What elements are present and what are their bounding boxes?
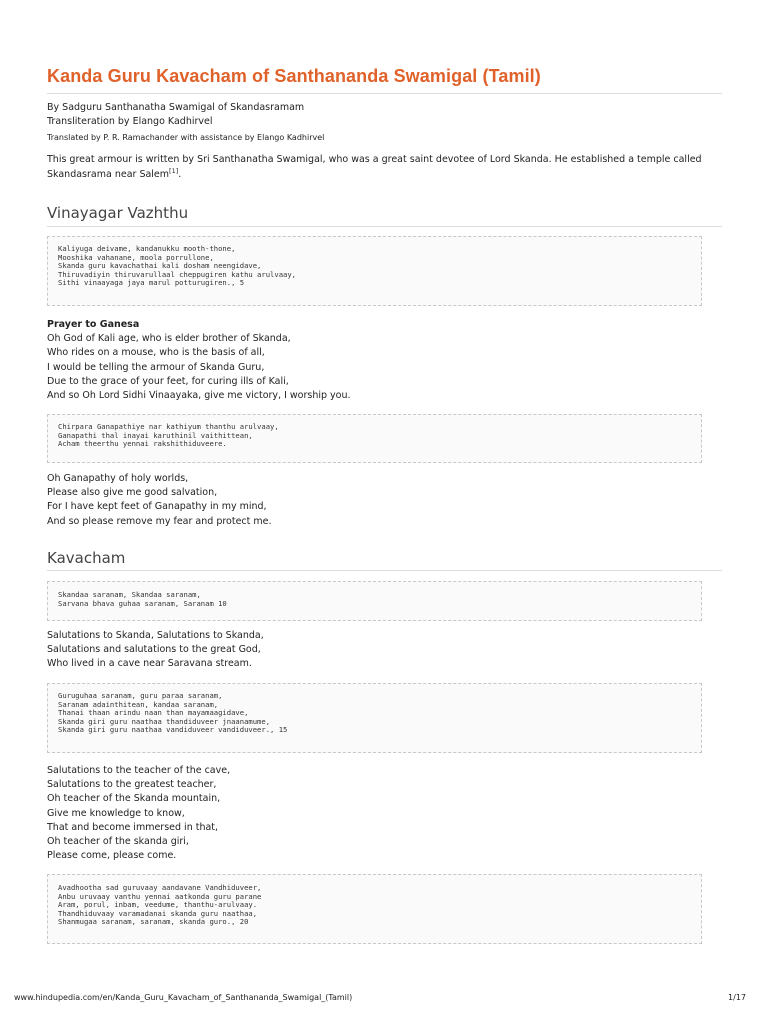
translation-line: Oh teacher of the Skanda mountain,	[47, 793, 221, 805]
verse-line: Skandaa saranam, Skandaa saranam,	[58, 590, 201, 599]
translation-line: Oh teacher of the skanda giri,	[47, 836, 189, 848]
verse-line: Thanai thaan arindu naan than mayamaagidave,	[58, 708, 249, 718]
transliteration-line: Transliteration by Elango Kadhirvel	[47, 116, 213, 127]
verse-line: Acham theerthu yennai rakshithiduveere.	[58, 439, 227, 449]
author-line: By Sadguru Santhanatha Swamigal of Skandasramam	[47, 102, 305, 113]
verse-line: Mooshika vahanane, moola porrullone,	[58, 252, 214, 262]
translation-heading: Prayer to Ganesa	[47, 319, 140, 330]
verse-line: Anbu uruvaay vanthu yennai aatkonda guru parane	[58, 891, 262, 901]
verse-block	[47, 581, 702, 621]
footer-url[interactable]: www.hindupedia.com/en/Kanda_Guru_Kavacham_of_Santhananda_Swamigal_(Tamil)	[14, 993, 353, 1002]
reference-link[interactable]: [1]	[169, 166, 179, 175]
translation-line: Due to the grace of your feet, for curing ills of Kali,	[47, 375, 289, 387]
section-heading-kavacham: Kavacham	[47, 549, 126, 567]
verse-line: Skanda giri guru naathaa vandiduveer vandiduveer., 15	[58, 725, 288, 735]
translation-credit: Translated by P. R. Ramachander with assistance by Elango Kadhirvel	[47, 133, 325, 142]
verse-block	[47, 414, 702, 463]
verse-line: Chirpara Ganapathiye nar kathiyum thanthu arulvaay,	[58, 422, 279, 431]
verse-line: Thandhiduvaay varamadanai skanda guru naathaa,	[58, 908, 258, 918]
title-divider	[47, 93, 722, 94]
translation-line: Please come, please come.	[47, 850, 177, 862]
page-number: 1/17	[728, 993, 746, 1002]
translation-block	[47, 764, 722, 863]
section-divider	[47, 570, 722, 571]
section-heading-vinayagar: Vinayagar Vazhthu	[47, 204, 189, 222]
translation-line: Salutations and salutations to the great God,	[47, 644, 261, 656]
translation-line: And so please remove my fear and protect me.	[47, 515, 272, 527]
verse-line: Aram, porul, inbam, veedume, thanthu-arulvaay.	[58, 900, 258, 910]
translation-line: Please also give me good salvation,	[47, 487, 218, 499]
verse-line: Skanda guru kavachathai kali dosham neengidave,	[58, 261, 262, 271]
verse-block	[47, 683, 702, 753]
verse-line: Shanmugaa saranam, saranam, skanda guro., 20	[58, 917, 249, 927]
verse-line: Skanda giri guru naathaa thandiduveer jnaanamume,	[58, 716, 271, 726]
intro-end: .	[178, 168, 182, 180]
verse-line: Thiruvadiyin thiruvarullaal cheppugiren kathu arulvaay,	[58, 269, 296, 279]
verse-line: Avadhootha sad guruvaay aandavane Vandhiduveer,	[58, 883, 262, 892]
verse-line: Saranam adainthitean, kandaa saranam,	[58, 699, 219, 709]
translation-line: Oh Ganapathy of holy worlds,	[47, 473, 189, 484]
verse-line: Guruguhaa saranam, guru paraa saranam,	[58, 691, 223, 700]
translation-block	[47, 629, 722, 672]
translation-line: For I have kept feet of Ganapathy in my mind,	[47, 501, 267, 513]
translation-line: Oh God of Kali age, who is elder brother of Skanda,	[47, 333, 291, 345]
translation-line: That and become immersed in that,	[47, 821, 219, 833]
verse-block	[47, 874, 702, 944]
intro-paragraph	[47, 153, 722, 182]
intro-text: This great armour is written by Sri Santhanatha Swamigal, who was a great saint devotee of Lord Skanda. He established a temple called Skandasrama near Salem	[47, 154, 702, 180]
verse-block	[47, 236, 702, 306]
verse-line: Ganapathi thal inayai karuthinil vaithittean,	[58, 430, 253, 440]
translation-block	[47, 472, 722, 529]
translation-line: Salutations to the teacher of the cave,	[47, 765, 231, 776]
translation-line: Salutations to Skanda, Salutations to Skanda,	[47, 630, 264, 641]
translation-line: Who lived in a cave near Saravana stream.	[47, 658, 252, 670]
section-divider	[47, 226, 722, 227]
translation-line: Give me knowledge to know,	[47, 807, 185, 819]
verse-line: Sithi vinaayaga jaya marul potturugiren., 5	[58, 278, 245, 288]
translation-line: Who rides on a mouse, who is the basis of all,	[47, 347, 265, 359]
verse-line: Sarvana bhava guhaa saranam, Saranam 10	[58, 598, 227, 608]
translation-line: And so Oh Lord Sidhi Vinaayaka, give me victory, I worship you.	[47, 390, 351, 402]
translation-line: I would be telling the armour of Skanda Guru,	[47, 361, 265, 373]
page-title: Kanda Guru Kavacham of Santhananda Swamigal (Tamil)	[47, 66, 541, 86]
verse-line: Kaliyuga deivame, kandanukku mooth-thone,	[58, 244, 236, 253]
translation-line: Salutations to the greatest teacher,	[47, 779, 217, 791]
translation-block	[47, 318, 722, 403]
